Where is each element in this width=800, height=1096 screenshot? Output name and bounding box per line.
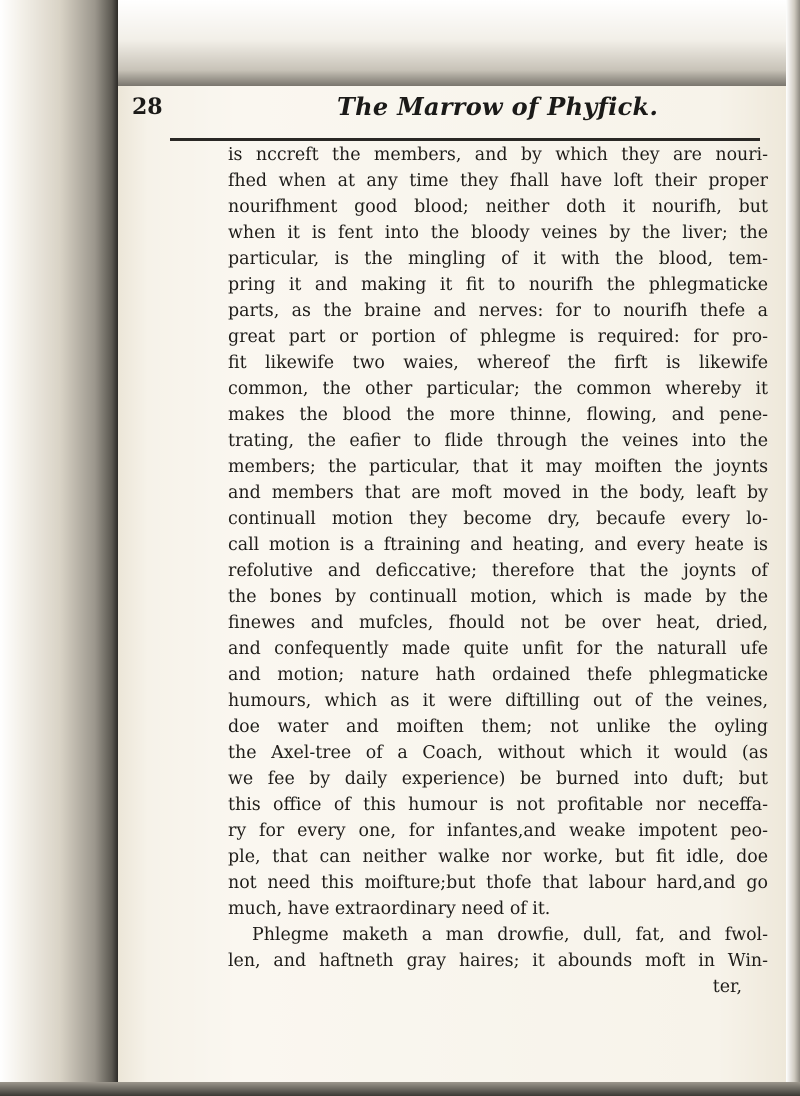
- text-line: members; the particular, that it may moiften the joynts: [228, 457, 768, 477]
- text-line: and members that are moft moved in the body, leaft by: [228, 483, 768, 503]
- page-number: 28: [132, 94, 163, 120]
- running-head: [132, 92, 772, 128]
- text-line: doe water and moiften them; not unlike the oyling: [228, 717, 768, 737]
- text-line: when it is fent into the bloody veines by the liver; the: [228, 223, 768, 243]
- text-line: ry for every one, for infantes,and weake impotent peo-: [228, 821, 768, 841]
- text-line: continuall motion they become dry, becaufe every lo-: [228, 509, 768, 529]
- scan-edge-bottom: [0, 1082, 800, 1096]
- text-line: Phlegme maketh a man drowfie, dull, fat, and fwol-: [252, 925, 768, 945]
- running-title: The Marrow of Phyfick.: [337, 92, 659, 121]
- text-line: and motion; nature hath ordained thefe phlegmaticke: [228, 665, 768, 685]
- text-line: common, the other particular; the common whereby it: [228, 379, 768, 399]
- text-line: len, and haftneth gray haires; it abounds moft in Win-: [228, 951, 768, 971]
- text-line: not need this moifture;but thofe that labour hard,and go: [228, 873, 768, 893]
- body-text: [228, 142, 768, 1000]
- text-line: the bones by continuall motion, which is made by the: [228, 587, 768, 607]
- text-line: fhed when at any time they fhall have loft their proper: [228, 171, 768, 191]
- text-line: finewes and mufcles, fhould not be over heat, dried,: [228, 613, 768, 633]
- text-line: is nccreft the members, and by which they are nouri-: [228, 145, 768, 165]
- text-line: nourifhment good blood; neither doth it nourifh, but: [228, 197, 768, 217]
- text-line: pring it and making it fit to nourifh the phlegmaticke: [228, 275, 768, 295]
- header-rule: [170, 138, 760, 141]
- text-line: much, have extraordinary need of it.: [228, 899, 551, 919]
- text-line: parts, as the braine and nerves: for to nourifh thefe a: [228, 301, 768, 321]
- text-line: this office of this humour is not profitable nor neceffa-: [228, 795, 768, 815]
- text-line: we fee by daily experience) be burned into duft; but: [228, 769, 768, 789]
- text-line: humours, which as it were diftilling out of the veines,: [228, 691, 768, 711]
- text-line: ple, that can neither walke nor worke, but fit idle, doe: [228, 847, 768, 867]
- scan-edge-top: [0, 0, 800, 86]
- text-line: and confequently made quite unfit for the naturall ufe: [228, 639, 768, 659]
- text-line: fit likewife two waies, whereof the firft is likewife: [228, 353, 768, 373]
- text-line: particular, is the mingling of it with the blood, tem-: [228, 249, 768, 269]
- text-line: call motion is a ftraining and heating, and every heate is: [228, 535, 768, 555]
- scan-edge-left: [0, 0, 118, 1096]
- text-line: makes the blood the more thinne, flowing, and pene-: [228, 405, 768, 425]
- text-line: great part or portion of phlegme is required: for pro-: [228, 327, 768, 347]
- text-line: the Axel-tree of a Coach, without which it would (as: [228, 743, 768, 763]
- text-line: ter,: [712, 977, 742, 997]
- scan-edge-right: [786, 0, 800, 1096]
- text-line: refolutive and deficcative; therefore that the joynts of: [228, 561, 768, 581]
- text-line: trating, the eafier to flide through the veines into the: [228, 431, 768, 451]
